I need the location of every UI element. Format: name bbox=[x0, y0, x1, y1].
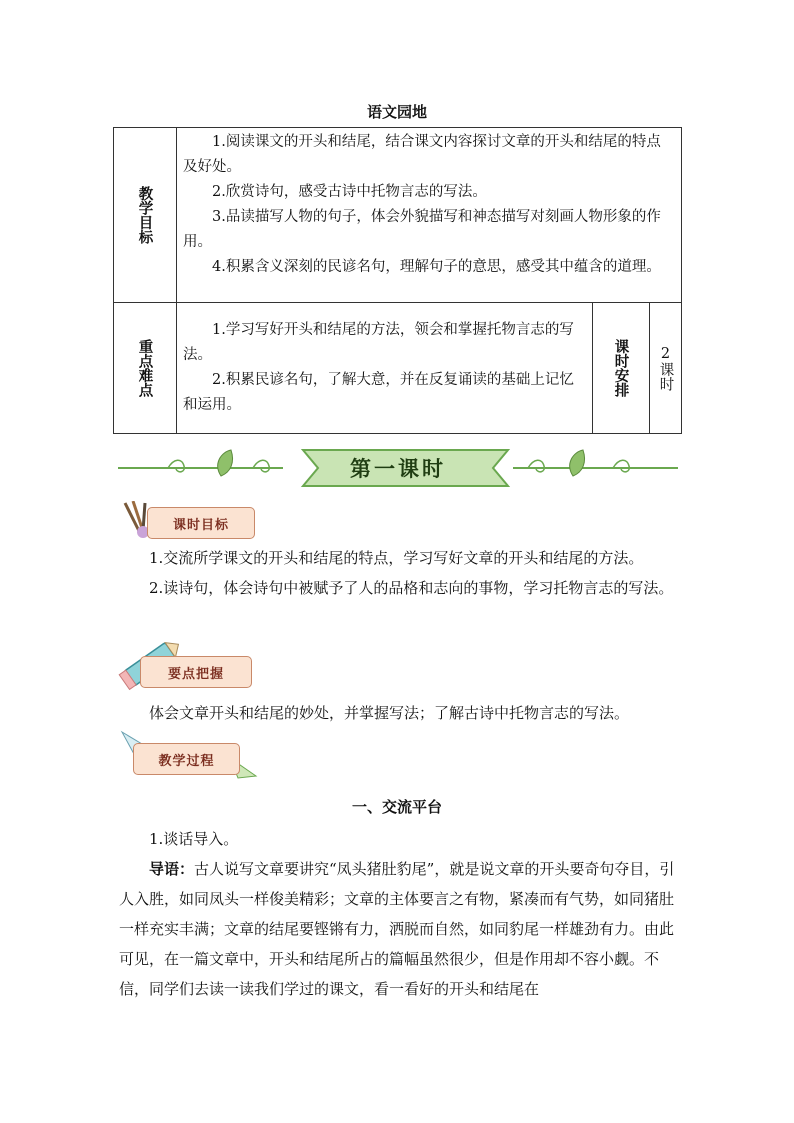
key-grasp-text: 体会文章开头和结尾的妙处，并掌握写法；了解古诗中托物言志的写法。 bbox=[149, 704, 630, 722]
lesson-goals-tag: 课时目标 bbox=[147, 507, 255, 539]
goals-content bbox=[177, 128, 682, 303]
leaf-icon bbox=[570, 450, 585, 476]
process-tag: 教学过程 bbox=[133, 743, 240, 775]
lesson-goal-item: 2.读诗句，体会诗句中被赋予了人的品格和志向的事物，学习托物言志的写法。 bbox=[149, 579, 674, 597]
intro-section bbox=[119, 824, 675, 1004]
key-point-item: 2.积累民谚名句，了解大意，并在反复诵读的基础上记忆和运用。 bbox=[183, 371, 574, 413]
step-1: 1.谈话导入。 bbox=[149, 830, 239, 848]
document-title: 语文园地 bbox=[366, 103, 427, 121]
key-points-row bbox=[114, 303, 682, 434]
key-point-item: 1.学习写好开头和结尾的方法，领会和掌握托物言志的写法。 bbox=[183, 321, 574, 363]
key-header-cell bbox=[114, 303, 177, 434]
intro-text: 古人说写文章要讲究“凤头猪肚豹尾”，就是说文章的开头要奇句夺目，引人入胜，如同凤头一样俊美精彩；文章的主体要言之有物，紧凑而有气势，如同猪肚一样充实丰满；文章的结尾要铿锵有力，洒脱而自然，如同豹尾一样雄劲有力。由此可见，在一篇文章中，开头和结尾所占的篇幅虽然很少，但是作用却不容小觑。不信，同学们去读一读我们学过的课文，看一看好的开头和结尾在 bbox=[119, 860, 675, 998]
intro-lead: 导语： bbox=[149, 860, 195, 878]
schedule-value-cell bbox=[650, 303, 682, 434]
schedule-value: 2课时 bbox=[657, 345, 674, 391]
goals-header: 教学目标 bbox=[136, 186, 154, 244]
lesson-banner-title: 第一课时 bbox=[350, 457, 446, 481]
intro-paragraph bbox=[119, 854, 675, 1004]
goals-header-cell bbox=[114, 128, 177, 303]
goal-item: 3.品读描写人物的句子，体会外貌描写和神态描写对刻画人物形象的作用。 bbox=[183, 209, 661, 250]
key-grasp-text-block bbox=[119, 698, 675, 728]
lesson-goals-list bbox=[119, 543, 675, 603]
key-points-content bbox=[177, 303, 593, 434]
leaf-icon bbox=[218, 450, 233, 476]
key-points-header: 重点难点 bbox=[136, 339, 154, 397]
schedule-header-cell bbox=[593, 303, 650, 434]
goal-item: 2.欣赏诗句，感受古诗中托物言志的写法。 bbox=[212, 184, 487, 200]
goal-item: 4.积累含义深刻的民谚名句，理解句子的意思，感受其中蕴含的道理。 bbox=[212, 259, 661, 275]
schedule-header: 课时安排 bbox=[612, 339, 630, 397]
key-grasp-tag: 要点把握 bbox=[140, 656, 252, 688]
lesson-goal-item: 1.交流所学课文的开头和结尾的特点，学习写好文章的开头和结尾的方法。 bbox=[149, 549, 644, 567]
teaching-plan-table bbox=[113, 127, 682, 434]
part-heading: 一、交流平台 bbox=[351, 798, 442, 816]
goal-item: 1.阅读课文的开头和结尾，结合课文内容探讨文章的开头和结尾的特点及好处。 bbox=[183, 134, 661, 175]
goals-row bbox=[114, 128, 682, 303]
